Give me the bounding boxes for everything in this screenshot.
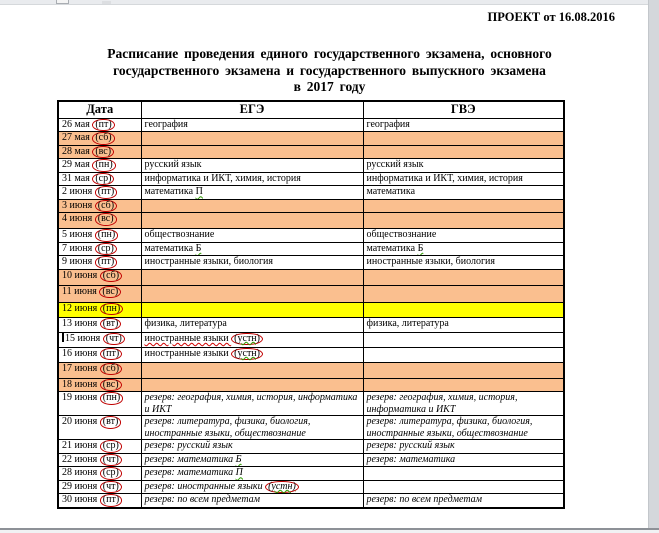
subject-text: Б: [235, 453, 242, 465]
ege-cell[interactable]: [141, 199, 363, 213]
date-cell[interactable]: 13 июня (вт): [58, 317, 141, 332]
ege-cell[interactable]: [141, 159, 363, 173]
subject-text: иностранные языки, биология: [144, 256, 274, 268]
subject-text: иностранные языки: [144, 332, 232, 344]
date-cell[interactable]: 17 июня (сб): [58, 362, 141, 378]
table-row: [58, 332, 564, 347]
subject-text: математика: [144, 242, 196, 254]
table-row: [58, 347, 564, 362]
date-cell[interactable]: 28 мая (вс): [58, 145, 141, 159]
day-abbrev-circled: (пн): [100, 303, 123, 316]
day-abbrev-circled: (чт): [100, 481, 122, 494]
document-title: [42, 46, 617, 96]
gve-cell[interactable]: [363, 186, 564, 200]
gve-cell[interactable]: [363, 416, 564, 440]
gve-cell[interactable]: [363, 269, 564, 285]
day-abbrev-circled: (вт): [100, 416, 122, 429]
table-row: [58, 186, 564, 200]
date-cell[interactable]: 20 июня (вт): [58, 416, 141, 440]
date-cell[interactable]: 11 июня (вс): [58, 285, 141, 302]
day-abbrev-circled: (вс): [100, 379, 122, 392]
table-row: [58, 269, 564, 285]
subject-text: обществознание: [144, 229, 215, 241]
date-cell[interactable]: 16 июня (пт): [58, 347, 141, 362]
day-abbrev-circled: (ср): [100, 440, 122, 453]
day-abbrev-circled: (пт): [100, 348, 122, 361]
ege-cell[interactable]: [141, 347, 363, 362]
subject-text: информатика и ИКТ, химия, история: [366, 172, 523, 184]
date-cell[interactable]: 15 июня (чт): [58, 332, 141, 347]
table-row: [58, 416, 564, 440]
subject-text: физика, литература: [366, 317, 449, 329]
gve-cell[interactable]: [363, 378, 564, 392]
date-cell[interactable]: 21 июня (ср): [58, 440, 141, 454]
subject-text: резерв: русский язык: [366, 440, 455, 452]
vertical-scrollbar-track[interactable]: [648, 0, 659, 533]
subject-text: резерв: математика: [144, 467, 236, 479]
gve-cell[interactable]: [363, 172, 564, 186]
ege-cell[interactable]: [141, 213, 363, 229]
ege-cell[interactable]: [141, 467, 363, 481]
ege-cell[interactable]: [141, 317, 363, 332]
gve-cell[interactable]: [363, 118, 564, 132]
subject-text: резерв: математика: [366, 453, 456, 465]
day-abbrev-circled: (вс): [99, 286, 121, 299]
table-row: [58, 392, 564, 416]
day-abbrev-circled: (ср): [95, 243, 117, 256]
tab-selector-icon[interactable]: [56, 0, 69, 4]
subject-text: резерв: русский язык: [144, 440, 233, 452]
day-abbrev-circled: (вс): [95, 213, 117, 226]
subject-text: математика: [144, 186, 196, 198]
subject-text: резерв: география, химия, история, информатика и ИКТ: [144, 392, 358, 415]
gve-cell[interactable]: [363, 199, 564, 213]
subject-text: резерв: математика: [144, 453, 236, 465]
subject-text: (устн): [231, 348, 263, 361]
date-cell[interactable]: 5 июня (пн): [58, 229, 141, 243]
subject-text: П: [235, 467, 243, 479]
text-cursor: [62, 333, 64, 342]
date-cell[interactable]: 10 июня (сб): [58, 269, 141, 285]
date-cell[interactable]: 26 мая (пт): [58, 118, 141, 132]
table-row: [58, 494, 564, 508]
gve-cell[interactable]: [363, 132, 564, 146]
gve-cell[interactable]: [363, 213, 564, 229]
ege-cell[interactable]: [141, 269, 363, 285]
subject-text: иностранные языки, биология: [366, 256, 496, 268]
table-row: [58, 242, 564, 256]
gve-cell[interactable]: [363, 347, 564, 362]
date-cell[interactable]: 4 июня (вс): [58, 213, 141, 229]
date-cell[interactable]: 18 июня (вс): [58, 378, 141, 392]
day-abbrev-circled: (сб): [92, 132, 114, 145]
date-cell[interactable]: 7 июня (ср): [58, 242, 141, 256]
day-abbrev-circled: (чт): [100, 454, 122, 467]
gve-cell[interactable]: [363, 302, 564, 317]
ege-cell[interactable]: [141, 453, 363, 467]
ege-cell[interactable]: [141, 172, 363, 186]
day-abbrev-circled: (пн): [100, 392, 123, 405]
table-row: [58, 172, 564, 186]
ege-cell[interactable]: [141, 186, 363, 200]
ege-cell[interactable]: [141, 392, 363, 416]
subject-text: резерв: литература, физика, биология, иностранные языки, обществознание: [366, 416, 533, 439]
day-abbrev-circled: (пт): [92, 119, 114, 132]
toolbar-edge: [0, 0, 659, 5]
subject-text: иностранные языки: [144, 347, 232, 359]
date-cell[interactable]: 31 мая (ср): [58, 172, 141, 186]
day-abbrev-circled: (ср): [100, 467, 122, 480]
table-row: [58, 256, 564, 270]
date-cell[interactable]: 22 июня (чт): [58, 453, 141, 467]
ege-cell[interactable]: [141, 242, 363, 256]
ege-cell[interactable]: [141, 132, 363, 146]
table-row: [58, 302, 564, 317]
day-abbrev-circled: (сб): [95, 200, 117, 213]
day-abbrev-circled: (ср): [92, 173, 114, 186]
ege-cell[interactable]: [141, 362, 363, 378]
subject-text: география: [144, 118, 188, 130]
subject-text: математика: [366, 242, 418, 254]
title-line-1: Расписание проведения единого государственного экзамена, основного: [107, 46, 552, 61]
ege-cell[interactable]: [141, 256, 363, 270]
day-abbrev-circled: (пт): [95, 186, 117, 199]
table-row: [58, 467, 564, 481]
project-stamp: ПРОЕКТ от 16.08.2016: [487, 10, 615, 24]
subject-text: информатика и ИКТ, химия, история: [144, 172, 301, 184]
gve-cell[interactable]: [363, 362, 564, 378]
subject-text: резерв: по всем предметам: [144, 494, 261, 506]
date-cell[interactable]: 27 мая (сб): [58, 132, 141, 146]
subject-text: П: [195, 186, 203, 198]
date-cell[interactable]: 29 мая (пн): [58, 159, 141, 173]
day-abbrev-circled: (вс): [92, 146, 114, 159]
subject-text: резерв: по всем предметам: [366, 494, 483, 506]
ege-cell[interactable]: [141, 378, 363, 392]
header-row: [58, 101, 564, 118]
table-row: [58, 362, 564, 378]
date-cell[interactable]: 9 июня (пт): [58, 256, 141, 270]
table-row: [58, 317, 564, 332]
gve-cell[interactable]: [363, 392, 564, 416]
ege-cell[interactable]: [141, 285, 363, 302]
ruler-mark-icon: [102, 1, 111, 4]
col-header-gve: ГВЭ: [363, 101, 564, 118]
table-row: [58, 213, 564, 229]
gve-cell[interactable]: [363, 242, 564, 256]
ege-cell[interactable]: [141, 416, 363, 440]
subject-text: русский язык: [144, 159, 202, 171]
subject-text: математика: [366, 186, 416, 198]
subject-text: Б: [417, 242, 424, 254]
gve-cell[interactable]: [363, 494, 564, 508]
day-abbrev-circled: (пт): [95, 256, 117, 269]
title-line-2: государственного экзамена и государственного выпускного экзамена: [113, 62, 546, 78]
subject-text: резерв: иностранные языки: [144, 480, 266, 492]
ege-cell[interactable]: [141, 145, 363, 159]
subject-text: (устн): [265, 481, 299, 494]
day-abbrev-circled: (пн): [92, 159, 115, 172]
ege-cell[interactable]: [141, 480, 363, 494]
gve-cell[interactable]: [363, 229, 564, 243]
table-row: [58, 118, 564, 132]
date-cell[interactable]: 29 июня (чт): [58, 480, 141, 494]
table-row: [58, 285, 564, 302]
subject-text: обществознание: [366, 229, 437, 241]
table-row: [58, 378, 564, 392]
table-row: [58, 453, 564, 467]
ege-cell[interactable]: [141, 440, 363, 454]
date-cell[interactable]: 2 июня (пт): [58, 186, 141, 200]
exam-schedule-table: [57, 100, 565, 509]
ege-cell[interactable]: [141, 494, 363, 508]
date-cell[interactable]: 3 июня (сб): [58, 199, 141, 213]
gve-cell[interactable]: [363, 145, 564, 159]
date-cell[interactable]: 28 июня (ср): [58, 467, 141, 481]
subject-text: резерв: литература, физика, биология, иностранные языки, обществознание: [144, 416, 311, 439]
subject-text: русский язык: [366, 159, 424, 171]
day-abbrev-circled: (пн): [95, 229, 118, 242]
gve-cell[interactable]: [363, 467, 564, 481]
table-row: [58, 159, 564, 173]
subject-text: резерв: география, химия, история, информатика и ИКТ: [366, 392, 518, 415]
gve-cell[interactable]: [363, 440, 564, 454]
gve-cell[interactable]: [363, 453, 564, 467]
title-line-3: в 2017 году: [293, 79, 366, 94]
day-abbrev-circled: (сб): [100, 270, 122, 283]
gve-cell[interactable]: [363, 159, 564, 173]
day-abbrev-circled: (чт): [103, 333, 125, 346]
ege-cell[interactable]: [141, 302, 363, 317]
table-row: [58, 132, 564, 146]
subject-text: Б: [195, 242, 202, 254]
ege-cell[interactable]: [141, 118, 363, 132]
col-header-ege: ЕГЭ: [141, 101, 363, 118]
table-row: [58, 145, 564, 159]
day-abbrev-circled: (сб): [100, 363, 122, 376]
day-abbrev-circled: (пт): [100, 494, 122, 507]
table-row: [58, 199, 564, 213]
date-cell[interactable]: 19 июня (пн): [58, 392, 141, 416]
gve-cell[interactable]: [363, 332, 564, 347]
date-cell[interactable]: 30 июня (пт): [58, 494, 141, 508]
ege-cell[interactable]: [141, 229, 363, 243]
ege-cell[interactable]: [141, 332, 363, 347]
date-cell[interactable]: 12 июня (пн): [58, 302, 141, 317]
subject-text: физика, литература: [144, 317, 227, 329]
gve-cell[interactable]: [363, 285, 564, 302]
subject-text: география: [366, 118, 410, 130]
table-row: [58, 229, 564, 243]
schedule-rows: [58, 118, 564, 508]
gve-cell[interactable]: [363, 256, 564, 270]
day-abbrev-circled: (вт): [100, 318, 122, 331]
gve-cell[interactable]: [363, 317, 564, 332]
subject-text: (устн): [231, 333, 263, 346]
gve-cell[interactable]: [363, 480, 564, 494]
table-row: [58, 480, 564, 494]
table-row: [58, 440, 564, 454]
col-header-date: Дата: [58, 101, 141, 118]
